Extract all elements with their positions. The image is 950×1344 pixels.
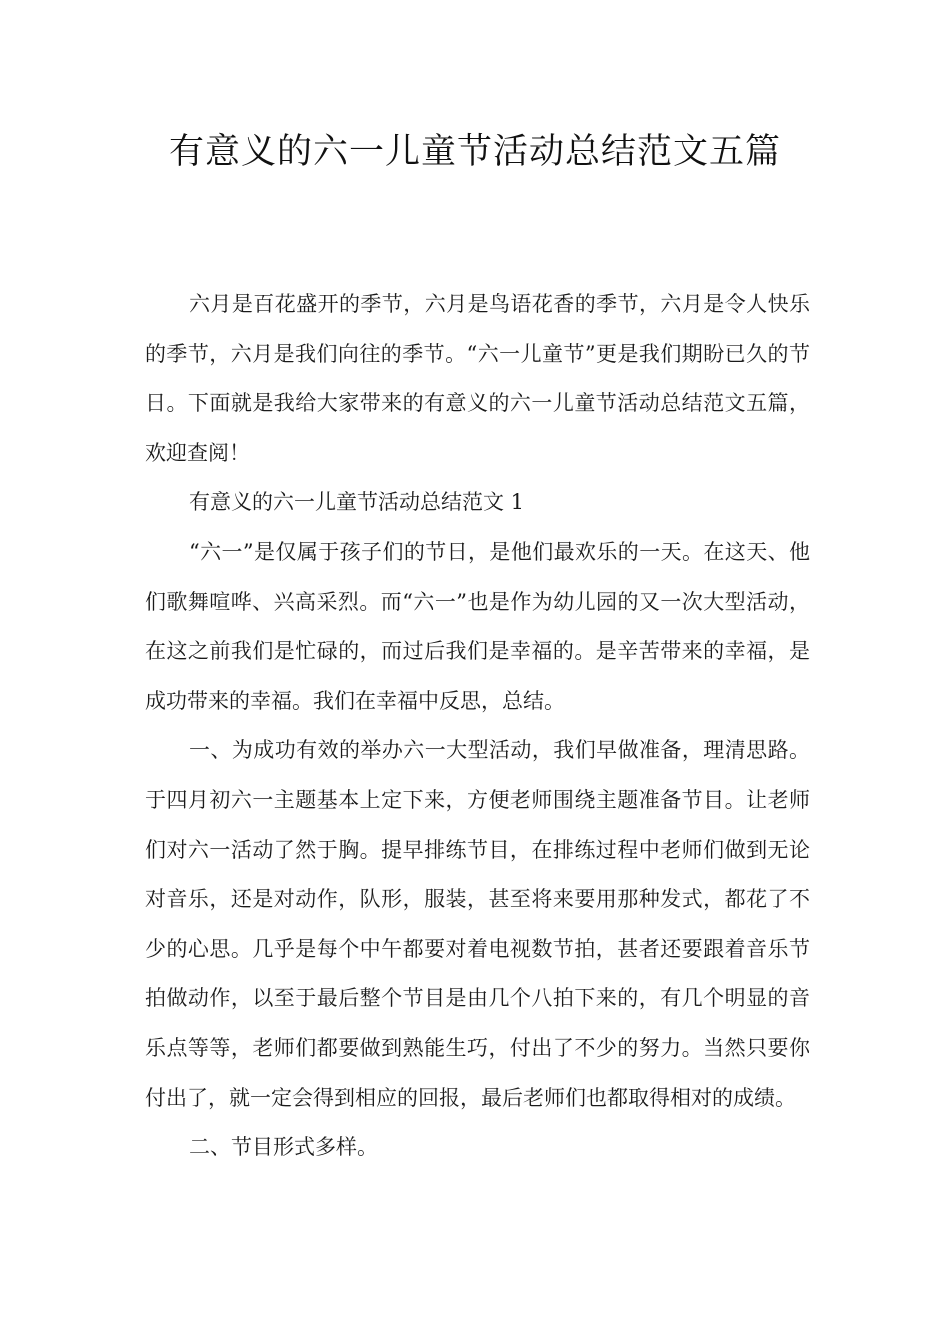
document-title: 有意义的六一儿童节活动总结范文五篇 [168, 132, 781, 172]
body-paragraph-2: 一、为成功有效的举办六一大型活动，我们早做准备，理清思路。于四月初六一主题基本上定下来，方便老师围绕主题准备节目。让老师们对六一活动了然于胸。提早排练节目，在排练过程中老师们做到无论对音乐，还是对动作，队形，服装，甚至将来要用那种发式，都花了不少的心思。几乎是每个中午都要对着电视数节拍，甚者还要跟着音乐节拍做动作，以至于最后整个节目是由几个八拍下来的，有几个明显的音乐点等等，老师们都要做到熟能生巧，付出了不少的努力。当然只要你付出了，就一定会得到相应的回报，最后老师们也都取得相对的成绩。 [145, 738, 810, 1110]
body-paragraph-1: “六一”是仅属于孩子们的节日，是他们最欢乐的一天。在这天、他们歌舞喧哗、兴高采烈。而“六一”也是作为幼儿园的又一次大型活动，在这之前我们是忙碌的，而过后我们是幸福的。是辛苦带来的幸福，是成功带来的幸福。我们在幸福中反思，总结。 [145, 539, 810, 713]
body-paragraph-3: 二、节目形式多样。 [189, 1135, 378, 1160]
section-heading: 有意义的六一儿童节活动总结范文 1 [189, 490, 525, 515]
document-body [145, 280, 810, 1173]
intro-paragraph: 六月是百花盛开的季节，六月是鸟语花香的季节，六月是令人快乐的季节，六月是我们向往的季节。“六一儿童节”更是我们期盼已久的节日。下面就是我给大家带来的有意义的六一儿童节活动总结范文五篇，欢迎查阅！ [145, 292, 810, 465]
